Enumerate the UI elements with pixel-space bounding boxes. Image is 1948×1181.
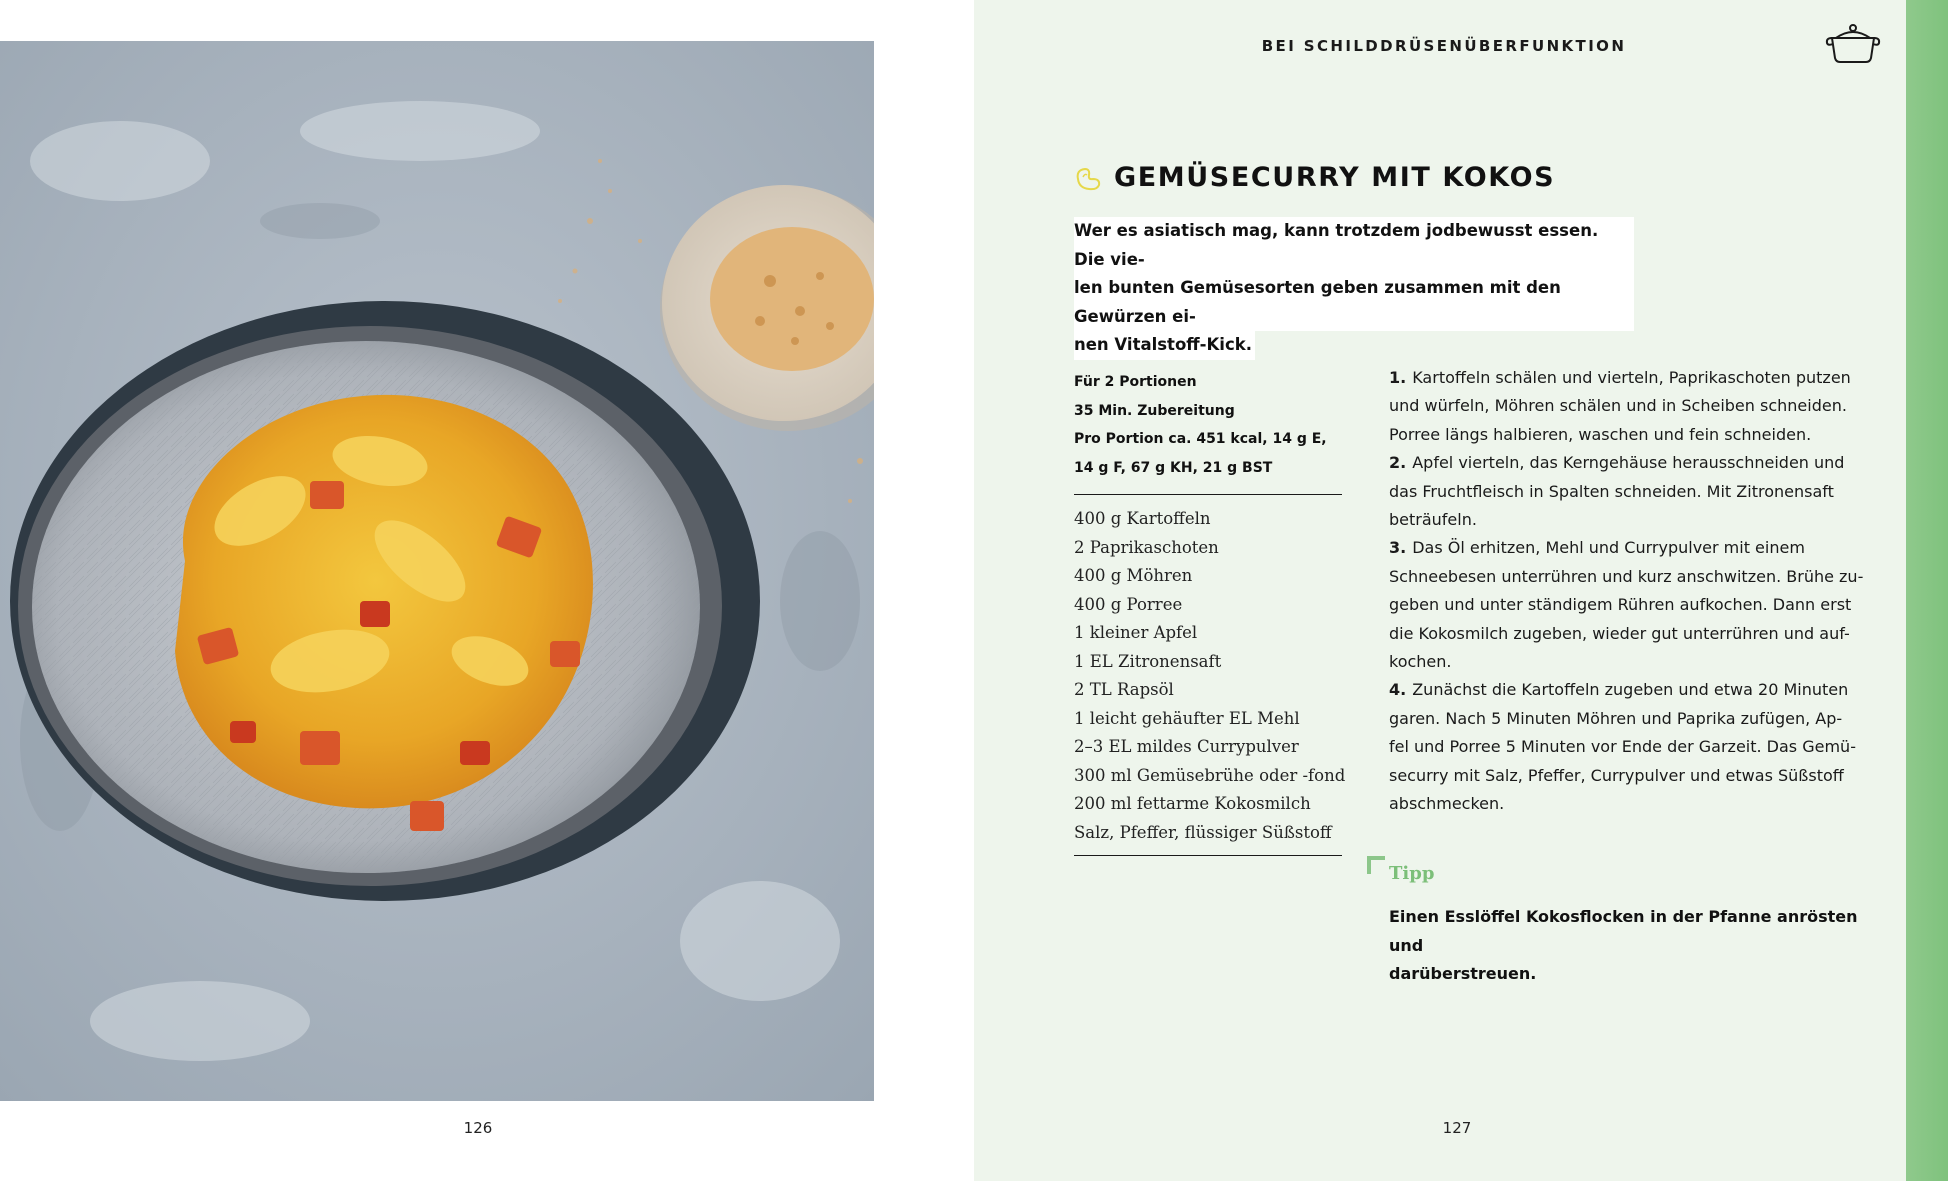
step-line: Schneebesen unterrühren und kurz anschwitzen. Brühe zu- [1389,566,1864,586]
right-page [974,0,1948,1181]
ingredient-item: 2 TL Rapsöl [1074,680,1174,699]
recipe-step [1389,534,1879,676]
cooking-pot-icon [1824,20,1882,66]
step-line: garen. Nach 5 Minuten Möhren und Paprika zufügen, Ap- [1389,708,1843,728]
intro-line: nen Vitalstoff-Kick. [1074,331,1255,360]
recipe-title-row [1074,162,1555,193]
divider [1074,494,1342,495]
running-head: BEI SCHILDDRÜSENÜBERFUNKTION [1261,37,1627,55]
step-line: securry mit Salz, Pfeffer, Currypulver und etwas Süßstoff [1389,765,1844,785]
step-number: 4. [1389,680,1407,700]
step-line: das Fruchtfleisch in Spalten schneiden. Mit Zitronensaft [1389,481,1834,501]
step-line: die Kokosmilch zugeben, wieder gut unterrühren und auf- [1389,623,1850,643]
ingredient-item: Salz, Pfeffer, flüssiger Süßstoff [1074,822,1332,842]
ingredient-item: 2–3 EL mildes Currypulver [1074,737,1299,756]
tip-text [1389,903,1879,989]
portions: Für 2 Portionen [1074,374,1197,390]
ingredient-item: 200 ml fettarme Kokosmilch [1074,794,1311,813]
recipe-intro [1074,217,1634,360]
curry-dish-photo [0,41,874,1101]
tip-line: darüberstreuen. [1389,964,1537,983]
step-line: geben und unter ständigem Rühren aufkochen. Dann erst [1389,595,1852,615]
step-line [1389,534,1879,562]
green-edge-strip [1906,0,1948,1181]
ingredient-item: 2 Paprikaschoten [1074,537,1219,557]
recipe-step [1389,364,1879,449]
step-text: Kartoffeln schälen und vierteln, Paprikaschoten putzen [1412,368,1851,387]
ingredient-item: 400 g Porree [1074,594,1183,614]
ingredient-item: 400 g Kartoffeln [1074,509,1211,528]
tip-label: Tipp [1389,863,1435,884]
intro-line: Wer es asiatisch mag, kann trotzdem jodbewusst essen. Die vie- [1074,217,1634,274]
ingredient-item: 400 g Möhren [1074,566,1193,585]
step-number: 2. [1389,453,1407,473]
ingredient-item: 1 leicht gehäufter EL Mehl [1074,708,1300,728]
tip-bracket [1367,856,1385,874]
step-line [1389,364,1879,392]
recipe-steps [1389,364,1879,819]
recipe-meta [1074,368,1344,482]
intro-line: len bunten Gemüsesorten geben zusammen mit den Gewürzen ei- [1074,274,1634,331]
ingredient-list [1074,505,1364,847]
ingredient-item: 1 EL Zitronensaft [1074,651,1222,671]
step-line [1389,449,1879,477]
tip-line: Einen Esslöffel Kokosflocken in der Pfanne anrösten und [1389,907,1858,955]
step-line: und würfeln, Möhren schälen und in Scheiben schneiden. [1389,396,1847,416]
step-line: fel und Porree 5 Minuten vor Ende der Garzeit. Das Gemü- [1389,737,1856,757]
prep-time: 35 Min. Zubereitung [1074,402,1235,419]
step-line: abschmecken. [1389,794,1505,814]
nutrition-line: 14 g F, 67 g KH, 21 g BST [1074,459,1273,476]
step-line: Porree längs halbieren, waschen und fein schneiden. [1389,424,1812,444]
step-text: Apfel vierteln, das Kerngehäuse herausschneiden und [1412,453,1845,473]
step-number: 1. [1389,368,1407,387]
step-line [1389,676,1879,704]
page-number-right: 127 [1442,1119,1472,1137]
recipe-title: GEMÜSECURRY MIT KOKOS [1114,162,1556,193]
step-text: Das Öl erhitzen, Mehl und Currypulver mit einem [1412,538,1805,558]
ingredient-item: 1 kleiner Apfel [1074,623,1198,642]
divider [1074,855,1342,856]
ingredient-item: 300 ml Gemüsebrühe oder -fond [1074,765,1346,785]
step-line: beträufeln. [1389,510,1477,530]
step-line: kochen. [1389,652,1452,672]
bean-icon [1074,165,1102,191]
nutrition-line: Pro Portion ca. 451 kcal, 14 g E, [1074,431,1327,447]
recipe-step [1389,449,1879,534]
step-text: Zunächst die Kartoffeln zugeben und etwa 20 Minuten [1412,680,1849,700]
page-number-left: 126 [463,1119,493,1137]
step-number: 3. [1389,538,1407,558]
recipe-step [1389,676,1879,818]
